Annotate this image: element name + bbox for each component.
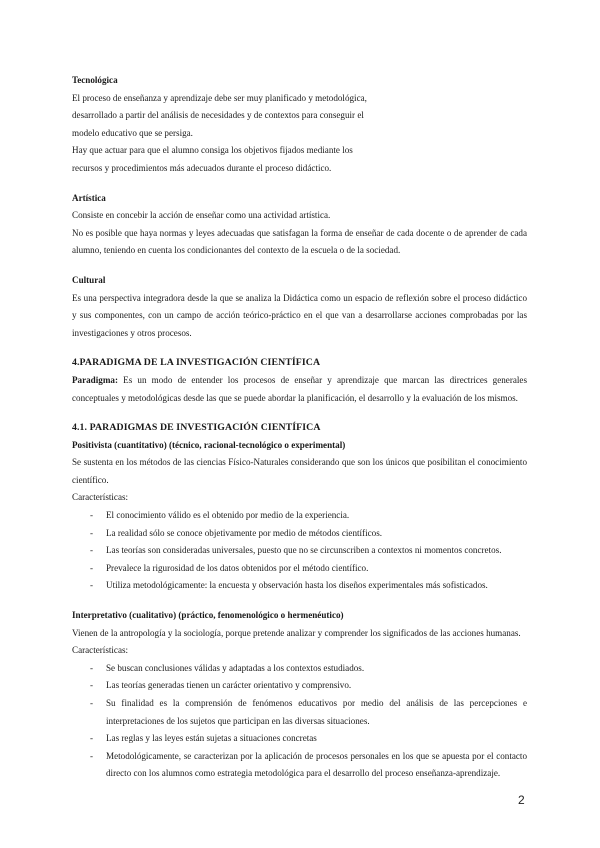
list-item: - Las teorías generadas tienen un carácter orientativo y comprensivo.: [72, 677, 527, 695]
list-item: - Su finalidad es la comprensión de fenómenos educativos por medio del análisis de las percepciones e interpretaciones de los sujetos que participan en las diversas situaciones.: [72, 695, 527, 730]
list-item: - El conocimiento válido es el obtenido por medio de la experiencia.: [72, 507, 527, 525]
paragraph: Consiste en concebir la acción de enseñar como una actividad artística.: [72, 210, 331, 221]
text-line: modelo educativo que se persiga.: [72, 127, 193, 138]
section-title-cultural: Cultural: [72, 274, 106, 285]
list-item: - Las reglas y las leyes están sujetas a situaciones concretas: [72, 730, 527, 748]
list-item: - Se buscan conclusiones válidas y adaptadas a los contextos estudiados.: [72, 660, 527, 678]
text-line: El proceso de enseñanza y aprendizaje debe ser muy planificado y metodológica,: [72, 92, 367, 103]
section-artistica: [72, 190, 527, 260]
heading-paradigma: 4.PARADIGMA DE LA INVESTIGACIÓN CIENTÍFICA: [72, 357, 321, 369]
section-title-tecnologica: Tecnológica: [72, 75, 118, 85]
section-cultural: [72, 272, 527, 342]
paradigma-definition: [72, 372, 527, 407]
list-item: - Utiliza metodológicamente: la encuesta y observación hasta los diseños experimentales más sofisticados.: [72, 577, 527, 595]
paragraph: Se sustenta en los métodos de las ciencias Físico-Naturales considerando que son los únicos que posibilitan el conocimiento científico.: [72, 457, 527, 485]
text-line: recursos y procedimientos más adecuados durante el proceso didáctico.: [72, 162, 332, 173]
list-item: - La realidad sólo se conoce objetivamente por medio de métodos científicos.: [72, 525, 527, 543]
positivista-list: [72, 507, 527, 595]
interpretativo-title: Interpretativo (cualitativo) (práctico, fenomenológico o hermenéutico): [72, 610, 344, 621]
text-line: desarrollado a partir del análisis de necesidades y de contextos para conseguir el: [72, 110, 364, 121]
paradigma-label: Paradigma:: [72, 374, 118, 385]
list-item: - Prevalece la rigurosidad de los datos obtenidos por el método científico.: [72, 560, 527, 578]
section-paradigmas: [72, 419, 527, 783]
section-paradigma: [72, 354, 527, 407]
list-item: - Metodológicamente, se caracterizan por la aplicación de procesos personales en los que se apuesta por el contacto directo con los alumnos como estrategia metodológica para el desarrollo del proceso enseñanza-aprendizaje.: [72, 748, 527, 783]
caracteristicas-label: Características:: [72, 645, 129, 656]
interpretativo-list: [72, 660, 527, 783]
positivista-title: Positivista (cuantitativo) (técnico, racional-tecnológico o experimental): [72, 439, 346, 450]
section-title-artistica: Artística: [72, 192, 106, 203]
page-number: 2: [518, 793, 525, 807]
paragraph: Vienen de la antropología y la sociología, porque pretende analizar y comprender los significados de las acciones humanas.: [72, 627, 521, 638]
text-line: Hay que actuar para que el alumno consiga los objetivos fijados mediante los: [72, 145, 353, 156]
document-page: [72, 72, 527, 783]
section-tecnologica: [72, 72, 527, 178]
paragraph: No es posible que haya normas y leyes adecuadas que satisfagan la forma de enseñar de cada docente o de aprender de cada alumno, teniendo en cuenta los condicionantes del contexto de la escuela o de la sociedad.: [72, 227, 527, 256]
paragraph: Es una perspectiva integradora desde la que se analiza la Didáctica como un espacio de reflexión sobre el proceso didáctico y sus componentes, con un campo de acción teórico-práctico en el que van a desarrollarse acciones comprobadas por las investigaciones y otros procesos.: [72, 292, 527, 338]
list-item: - Las teorías son consideradas universales, puesto que no se circunscriben a contextos ni momentos concretos.: [72, 542, 527, 560]
paradigma-text: Es un modo de entender los procesos de enseñar y aprendizaje que marcan las directrices generales conceptuales y metodológicas desde las que se puede abordar la planificación, el desarrollo y la evaluación de los mismos.: [72, 374, 527, 403]
caracteristicas-label: Características:: [72, 492, 129, 503]
heading-paradigmas: 4.1. PARADIGMAS DE INVESTIGACIÓN CIENTÍFICA: [72, 422, 321, 434]
